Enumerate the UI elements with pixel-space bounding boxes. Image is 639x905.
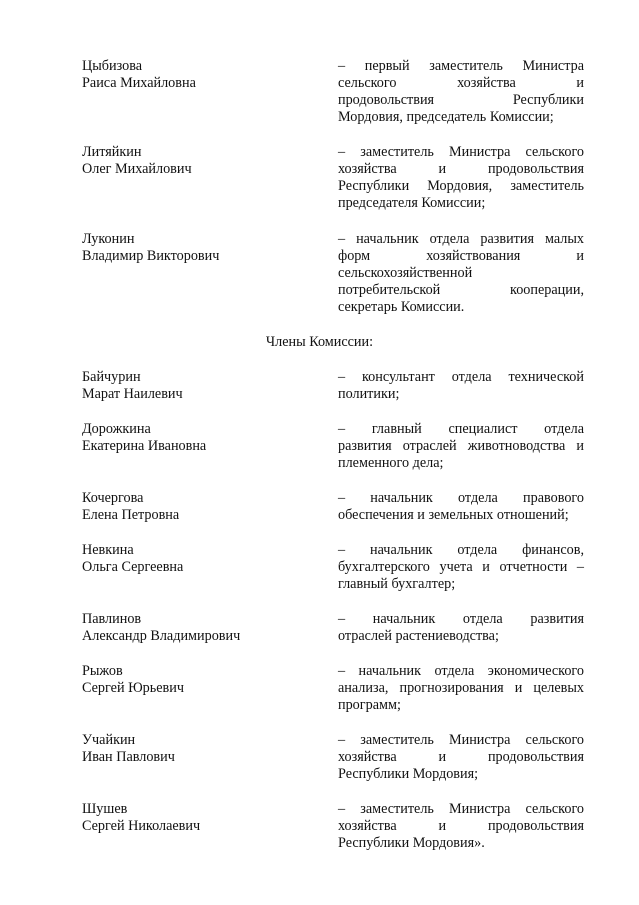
surname: Луконин xyxy=(82,231,135,247)
surname: Байчурин xyxy=(82,369,141,385)
role-line: бухгалтерского учета и отчетности – xyxy=(338,559,584,575)
person-name xyxy=(82,732,322,766)
role-line: – главный специалист отдела xyxy=(338,421,584,437)
person-role xyxy=(338,369,584,403)
role-line: хозяйства и продовольствия xyxy=(338,161,584,177)
role-line: – начальник отдела правового xyxy=(338,490,584,506)
surname: Дорожкина xyxy=(82,421,151,437)
surname: Литяйкин xyxy=(82,144,142,160)
person-role xyxy=(338,542,584,593)
role-line: – начальник отдела развития xyxy=(338,611,584,627)
person-role xyxy=(338,611,584,645)
person-name xyxy=(82,490,322,524)
role-line: анализа, прогнозирования и целевых xyxy=(338,680,584,696)
role-line: сельского хозяйства и xyxy=(338,75,584,91)
role-line: – начальник отдела развития малых xyxy=(338,231,584,247)
role-line: хозяйства и продовольствия xyxy=(338,749,584,765)
given-names: Сергей Николаевич xyxy=(82,818,201,834)
person-name xyxy=(82,369,322,403)
given-names: Елена Петровна xyxy=(82,507,180,523)
role-line: – начальник отдела финансов, xyxy=(338,542,584,558)
person-role xyxy=(338,144,584,212)
given-names: Раиса Михайловна xyxy=(82,75,196,91)
given-names: Александр Владимирович xyxy=(82,628,241,644)
person-role xyxy=(338,421,584,472)
role-line: Мордовия, председатель Комиссии; xyxy=(338,109,554,125)
surname: Невкина xyxy=(82,542,134,558)
surname: Павлинов xyxy=(82,611,142,627)
surname: Цыбизова xyxy=(82,58,143,74)
person-name xyxy=(82,542,322,576)
person-name xyxy=(82,144,322,178)
person-name xyxy=(82,421,322,455)
person-name xyxy=(82,663,322,697)
person-name xyxy=(82,801,322,835)
role-line: хозяйства и продовольствия xyxy=(338,818,584,834)
given-names: Марат Наилевич xyxy=(82,386,183,402)
person-name xyxy=(82,231,322,265)
role-line: секретарь Комиссии. xyxy=(338,299,465,315)
role-line: – заместитель Министра сельского xyxy=(338,801,584,817)
role-line: программ; xyxy=(338,697,401,713)
person-role xyxy=(338,801,584,852)
role-line: Республики Мордовия». xyxy=(338,835,485,851)
role-line: – заместитель Министра сельского xyxy=(338,144,584,160)
given-names: Иван Павлович xyxy=(82,749,175,765)
role-line: – заместитель Министра сельского xyxy=(338,732,584,748)
role-line: политики; xyxy=(338,386,400,402)
person-name xyxy=(82,58,322,92)
person-role xyxy=(338,231,584,316)
person-role xyxy=(338,58,584,126)
role-line: председателя Комиссии; xyxy=(338,195,486,211)
role-line: – начальник отдела экономического xyxy=(338,663,584,679)
surname: Рыжов xyxy=(82,663,123,679)
members-heading: Члены Комиссии: xyxy=(265,334,374,350)
role-line: – консультант отдела технической xyxy=(338,369,584,385)
role-line: потребительской кооперации, xyxy=(338,282,584,298)
given-names: Сергей Юрьевич xyxy=(82,680,184,696)
surname: Шушев xyxy=(82,801,128,817)
role-line: сельскохозяйственной xyxy=(338,265,473,281)
role-line: продовольствия Республики xyxy=(338,92,584,108)
person-name xyxy=(82,611,322,645)
role-line: отраслей растениеводства; xyxy=(338,628,499,644)
role-line: главный бухгалтер; xyxy=(338,576,456,592)
person-role xyxy=(338,490,584,524)
role-line: форм хозяйствования и xyxy=(338,248,584,264)
role-line: – первый заместитель Министра xyxy=(338,58,584,74)
person-role xyxy=(338,663,584,714)
surname: Учайкин xyxy=(82,732,136,748)
role-line: племенного дела; xyxy=(338,455,444,471)
role-line: обеспечения и земельных отношений; xyxy=(338,507,569,523)
role-line: Республики Мордовия, заместитель xyxy=(338,178,584,194)
role-line: развития отраслей животноводства и xyxy=(338,438,584,454)
given-names: Ольга Сергеевна xyxy=(82,559,184,575)
given-names: Екатерина Ивановна xyxy=(82,438,207,454)
surname: Кочергова xyxy=(82,490,144,506)
given-names: Владимир Викторович xyxy=(82,248,220,264)
given-names: Олег Михайлович xyxy=(82,161,192,177)
person-role xyxy=(338,732,584,783)
role-line: Республики Мордовия; xyxy=(338,766,479,782)
